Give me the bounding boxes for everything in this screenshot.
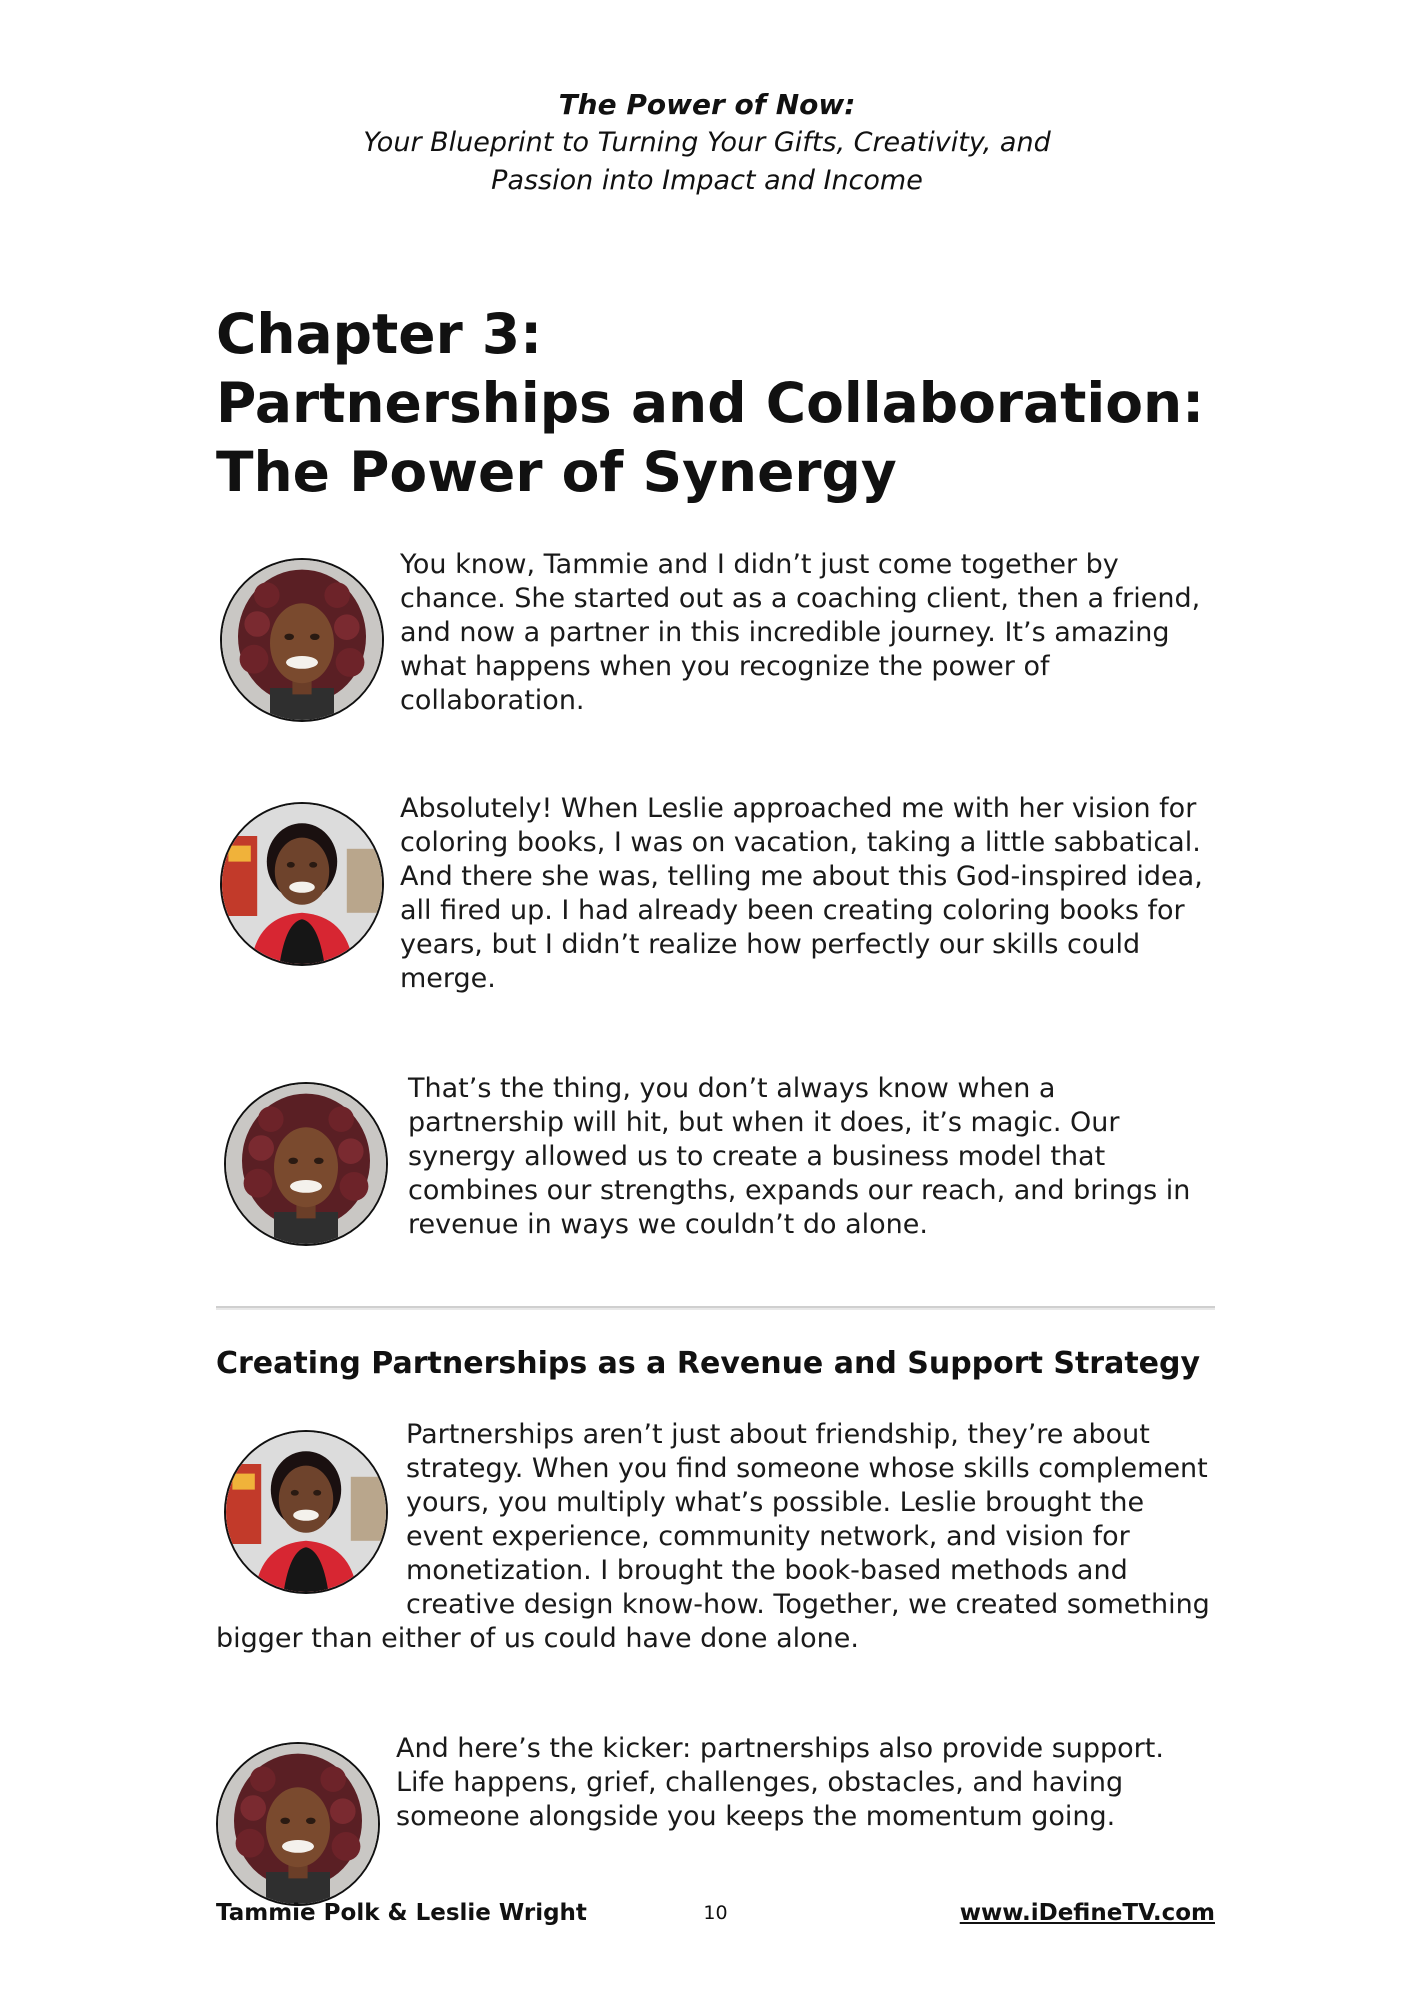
website-link[interactable]: www.iDefineTV.com (959, 1900, 1215, 1926)
book-title: The Power of Now: (558, 88, 856, 121)
dialogue-paragraph (216, 548, 1216, 730)
chapter-name-line1: Partnerships and Collaboration: (216, 371, 1205, 435)
leslie-portrait (220, 558, 384, 722)
dialogue-paragraph (216, 792, 1216, 996)
dialogue-paragraph (216, 1418, 1216, 1656)
paragraph-text: That’s the thing, you don’t always know when a partnership will hit, but when it does, it’s magic. Our synergy allowed us to create a business model that combines our strengths, expands our reach, and brings in revenue in ways we couldn’t do alone. (408, 1073, 1191, 1240)
book-subtitle-line2: Passion into Impact and Income (491, 165, 923, 196)
dialogue-paragraph (216, 1732, 1216, 1914)
paragraph-text: You know, Tammie and I didn’t just come together by chance. She started out as a coaching client, then a friend, and now a partner in this incredible journey. It’s amazing what happens when you recognize the power of collaboration. (400, 549, 1201, 716)
page-number: 10 (703, 1902, 728, 1924)
running-head (0, 86, 1414, 200)
page-footer (216, 1900, 1215, 1940)
book-subtitle-line1: Your Blueprint to Turning Your Gifts, Creativity, and (363, 127, 1051, 158)
tammie-portrait (220, 802, 384, 966)
section-divider (216, 1306, 1215, 1310)
chapter-number: Chapter 3: (216, 302, 543, 366)
paragraph-text: And here’s the kicker: partnerships also provide support. Life happens, grief, challenges, obstacles, and having someone alongside you keeps the momentum going. (396, 1733, 1164, 1832)
leslie-portrait (216, 1742, 380, 1906)
paragraph-text: Absolutely! When Leslie approached me with her vision for coloring books, I was on vacation, taking a little sabbatical. And there she was, telling me about this God-inspired idea, all fired up. I had already been creating coloring books for years, but I didn’t realize how perfectly our skills could merge. (400, 793, 1203, 994)
tammie-portrait (224, 1430, 388, 1594)
chapter-name-line2: The Power of Synergy (216, 440, 897, 504)
section-heading: Creating Partnerships as a Revenue and Support Strategy (216, 1346, 1201, 1381)
dialogue-paragraph (216, 1072, 1216, 1254)
footer-authors: Tammie Polk & Leslie Wright (216, 1900, 587, 1926)
leslie-portrait (224, 1082, 388, 1246)
paragraph-text: Partnerships aren’t just about friendship, they’re about strategy. When you find someone whose skills complement yours, you multiply what’s possible. Leslie brought the event experience, community network, and vision for monetization. I brought the book-based methods and creative design know-how. Together, we created something bigger than either of us could have done alone. (216, 1419, 1210, 1654)
chapter-title (216, 300, 1226, 507)
